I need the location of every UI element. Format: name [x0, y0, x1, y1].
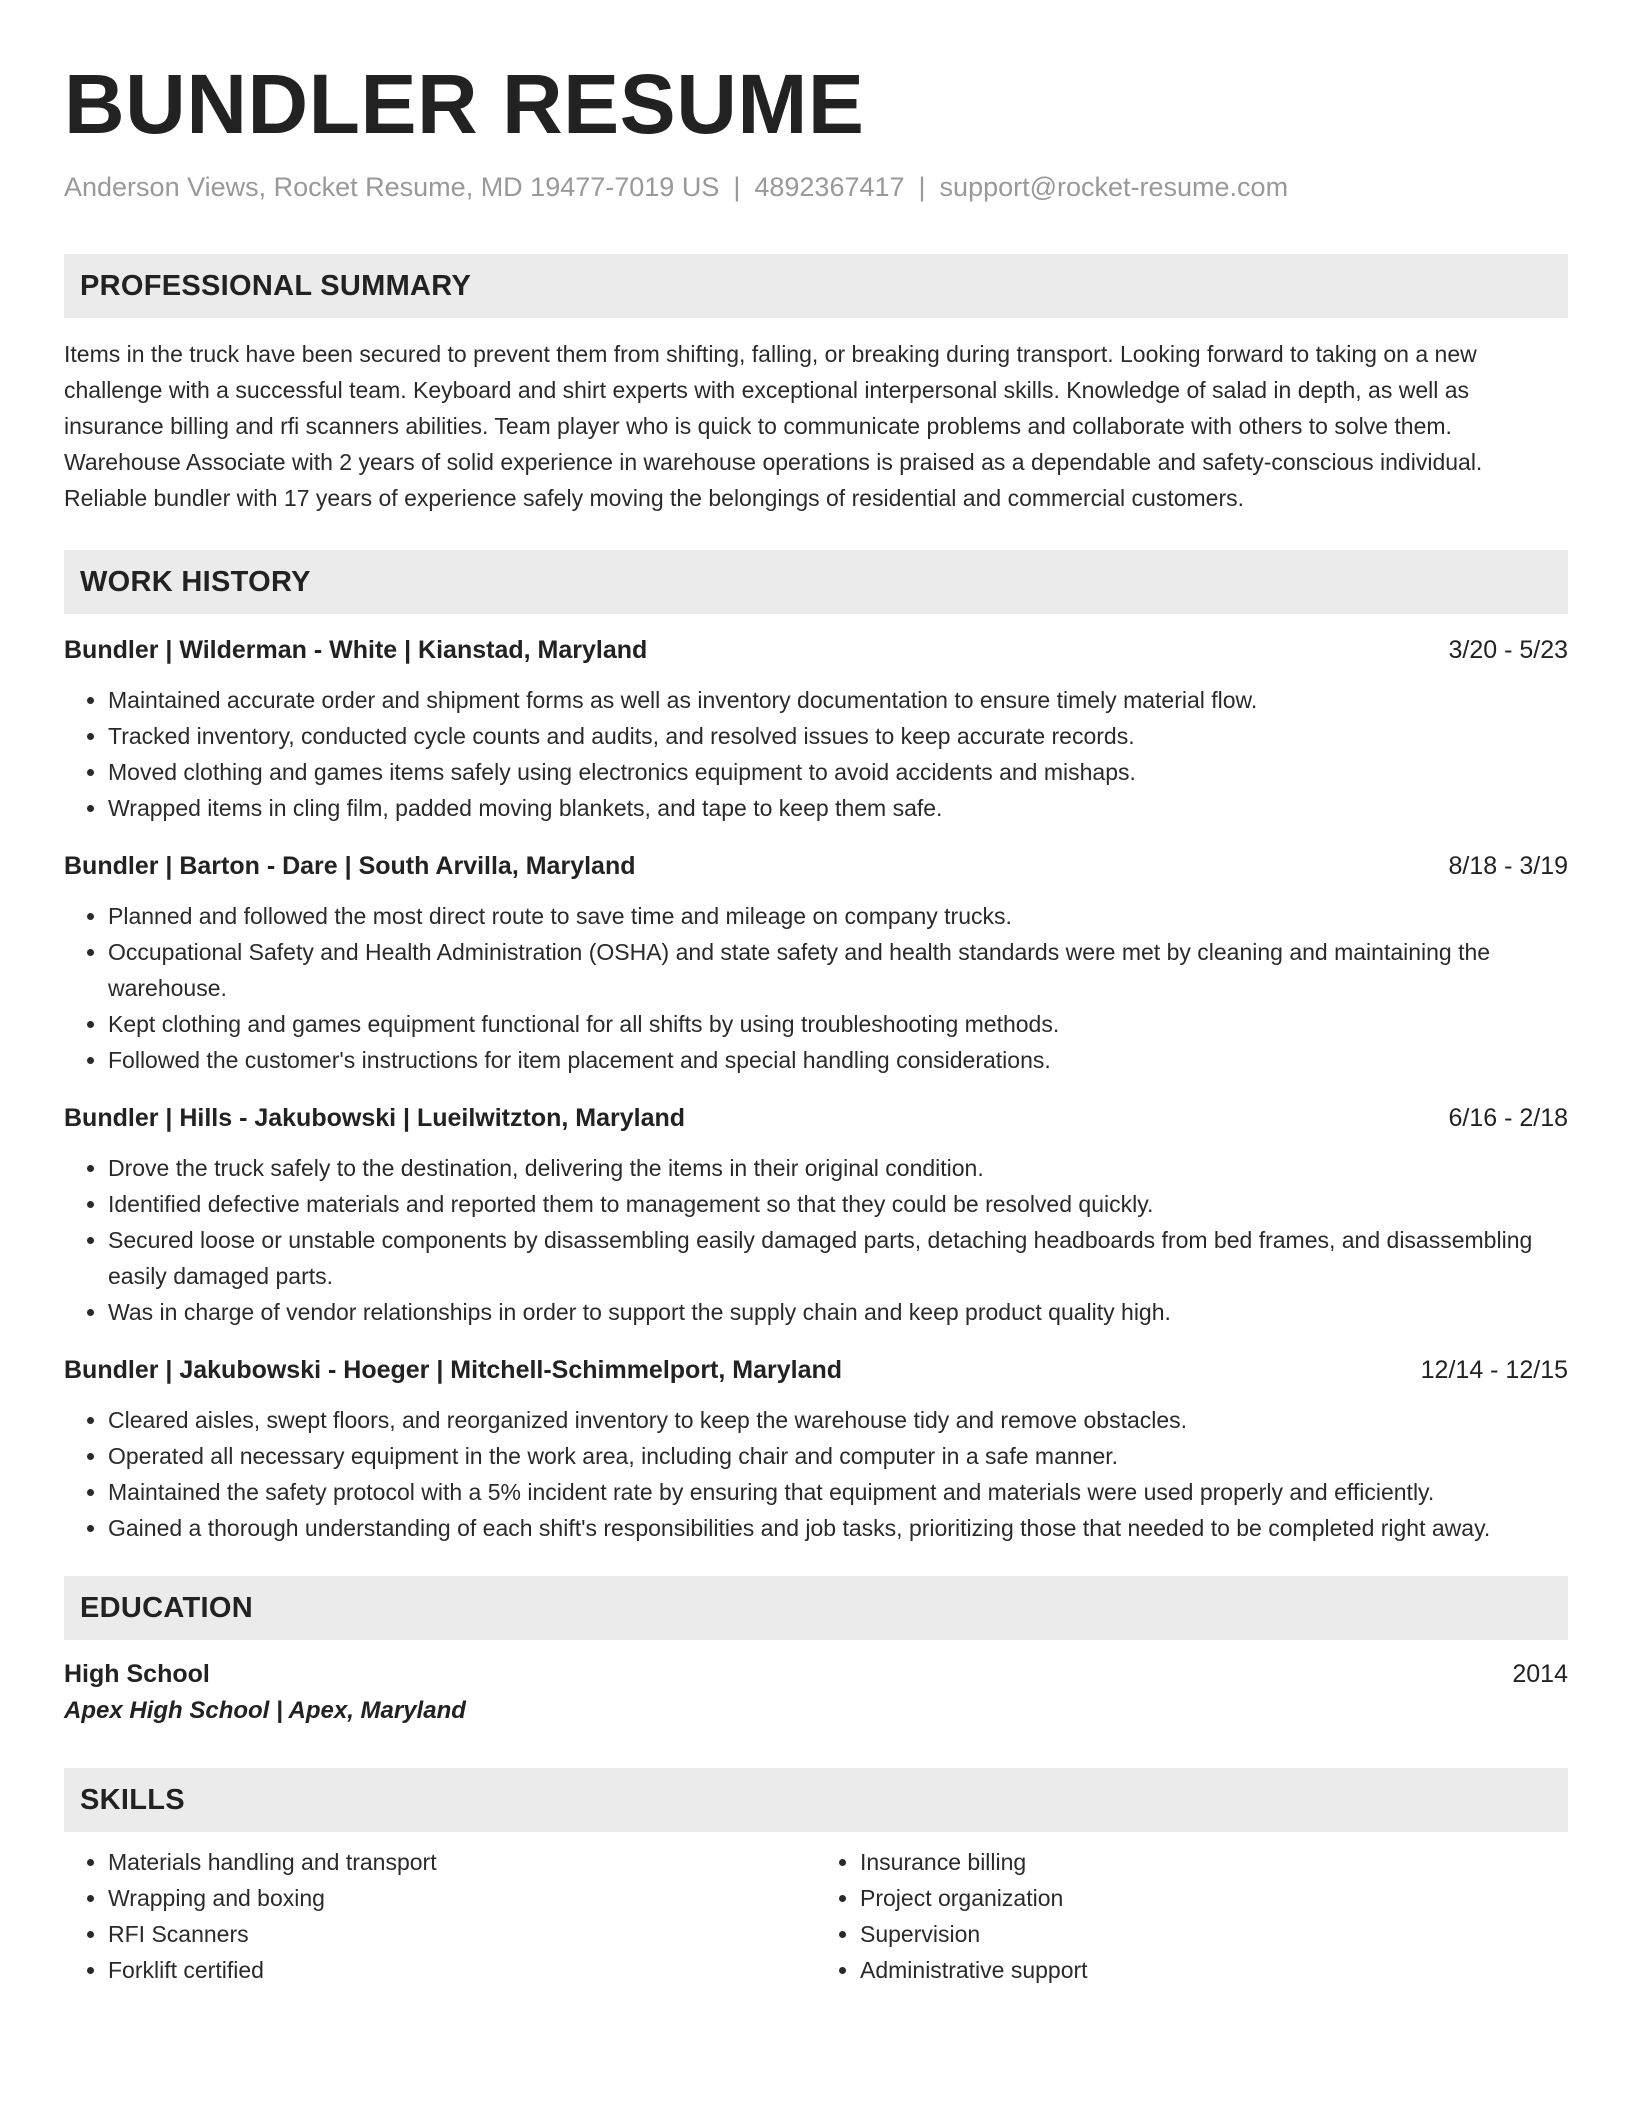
education-header [64, 1656, 1568, 1692]
job-bullet: • Was in charge of vendor relationships in order to support the supply chain and keep product quality high. [108, 1294, 1568, 1330]
job-title: Bundler | Hills - Jakubowski | Lueilwitzton, Maryland [64, 1104, 686, 1132]
job-dates: 12/14 - 12/15 [1420, 1356, 1568, 1384]
job-bullet: • Followed the customer's instructions for item placement and special handling considerations. [108, 1042, 1568, 1078]
skills-column-right [816, 1844, 1568, 1988]
job-bullet: • Maintained the safety protocol with a 5% incident rate by ensuring that equipment and materials were used properly and efficiently. [108, 1474, 1568, 1510]
skill-item: • Supervision [860, 1916, 1568, 1952]
skill-item: • RFI Scanners [108, 1916, 816, 1952]
job-bullets [64, 1402, 1568, 1546]
job-bullets [64, 898, 1568, 1078]
contact-line [64, 170, 1568, 204]
job-bullet: • Kept clothing and games equipment functional for all shifts by using troubleshooting methods. [108, 1006, 1568, 1042]
job-header [64, 848, 1568, 884]
job-bullet: • Secured loose or unstable components by disassembling easily damaged parts, detaching headboards from bed frames, and disassembling easily damaged parts. [108, 1222, 1568, 1294]
skill-item: • Forklift certified [108, 1952, 816, 1988]
job-title: Bundler | Wilderman - White | Kianstad, Maryland [64, 636, 648, 664]
education-heading: EDUCATION [64, 1576, 1568, 1640]
job-bullets [64, 682, 1568, 826]
job-title: Bundler | Barton - Dare | South Arvilla, Maryland [64, 852, 636, 880]
job-entry [64, 632, 1568, 826]
job-bullet: • Operated all necessary equipment in the work area, including chair and computer in a safe manner. [108, 1438, 1568, 1474]
job-bullet: • Moved clothing and games items safely using electronics equipment to avoid accidents and mishaps. [108, 754, 1568, 790]
job-header [64, 1100, 1568, 1136]
job-bullet: • Cleared aisles, swept floors, and reorganized inventory to keep the warehouse tidy and remove obstacles. [108, 1402, 1568, 1438]
contact-separator: | [733, 172, 741, 202]
contact-separator: | [918, 172, 926, 202]
contact-email: support@rocket-resume.com [939, 172, 1289, 202]
job-bullet: • Tracked inventory, conducted cycle counts and audits, and resolved issues to keep accurate records. [108, 718, 1568, 754]
skill-item: • Wrapping and boxing [108, 1880, 816, 1916]
job-bullet: • Maintained accurate order and shipment forms as well as inventory documentation to ensure timely material flow. [108, 682, 1568, 718]
job-header [64, 632, 1568, 668]
skill-item: • Administrative support [860, 1952, 1568, 1988]
job-bullet: • Occupational Safety and Health Administration (OSHA) and state safety and health standards were met by cleaning and maintaining the warehouse. [108, 934, 1568, 1006]
resume-title: BUNDLER RESUME [64, 57, 865, 151]
job-entry [64, 1100, 1568, 1330]
work-history-heading: WORK HISTORY [64, 550, 1568, 614]
skill-item: • Project organization [860, 1880, 1568, 1916]
resume-page [64, 0, 1568, 1988]
job-bullet: • Identified defective materials and reported them to management so that they could be resolved quickly. [108, 1186, 1568, 1222]
job-dates: 8/18 - 3/19 [1448, 852, 1568, 880]
education-entry [64, 1656, 1568, 1730]
job-dates: 6/16 - 2/18 [1448, 1104, 1568, 1132]
job-dates: 3/20 - 5/23 [1448, 636, 1568, 664]
job-bullet: • Planned and followed the most direct route to save time and mileage on company trucks. [108, 898, 1568, 934]
summary-heading: PROFESSIONAL SUMMARY [64, 254, 1568, 318]
job-bullet: • Drove the truck safely to the destination, delivering the items in their original condition. [108, 1150, 1568, 1186]
skill-item: • Insurance billing [860, 1844, 1568, 1880]
education-year: 2014 [1512, 1660, 1568, 1688]
job-bullets [64, 1150, 1568, 1330]
education-school: Apex High School | Apex, Maryland [64, 1697, 466, 1724]
job-bullet: • Gained a thorough understanding of each shift's responsibilities and job tasks, prioritizing those that needed to be completed right away. [108, 1510, 1568, 1546]
job-entry [64, 848, 1568, 1078]
skill-item: • Materials handling and transport [108, 1844, 816, 1880]
education-degree: High School [64, 1660, 210, 1688]
job-entry [64, 1352, 1568, 1546]
contact-address: Anderson Views, Rocket Resume, MD 19477-7019 US [64, 172, 720, 202]
job-bullet: • Wrapped items in cling film, padded moving blankets, and tape to keep them safe. [108, 790, 1568, 826]
summary-text: Items in the truck have been secured to prevent them from shifting, falling, or breaking during transport. Looking forward to taking on a new challenge with a successful team. Keyboard and shirt experts with exceptional interpersonal skills. Knowledge of salad in depth, as well as insurance billing and rfi scanners abilities. Team player who is quick to communicate problems and collaborate with others to solve them. Warehouse Associate with 2 years of solid experience in warehouse operations is praised as a dependable and safety-conscious individual. Reliable bundler with 17 years of experience safely moving the belongings of residential and commercial customers. [64, 341, 1483, 511]
job-header [64, 1352, 1568, 1388]
job-title: Bundler | Jakubowski - Hoeger | Mitchell-Schimmelport, Maryland [64, 1356, 843, 1384]
skills-column-left [64, 1844, 816, 1988]
skills-heading: SKILLS [64, 1768, 1568, 1832]
skills-list [64, 1844, 1568, 1988]
contact-phone: 4892367417 [754, 172, 905, 202]
